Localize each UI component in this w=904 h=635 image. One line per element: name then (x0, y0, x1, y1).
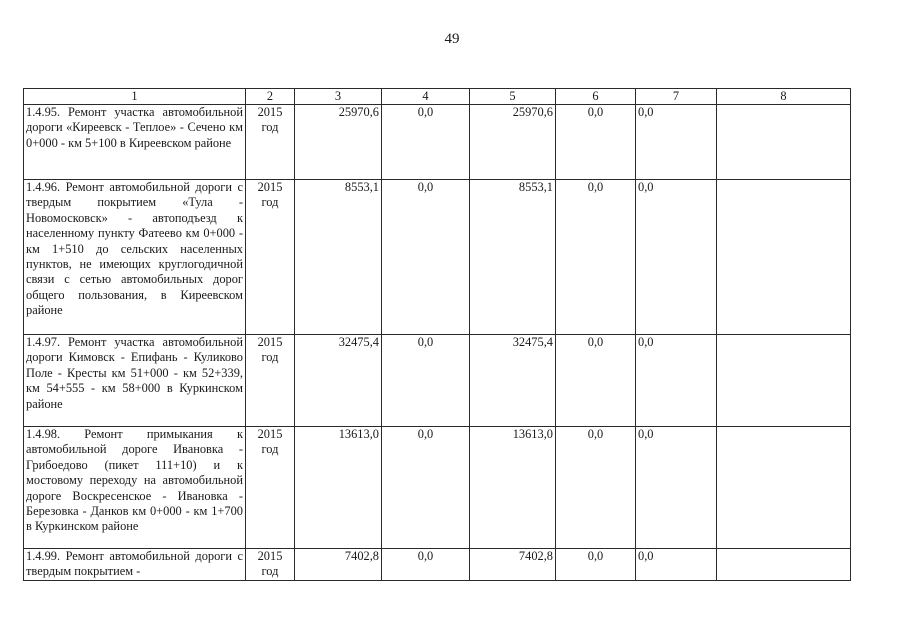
row-value-col3: 32475,4 (295, 335, 382, 427)
row-value-col4: 0,0 (382, 335, 470, 427)
row-value-col7: 0,0 (636, 105, 717, 180)
row-value-col6: 0,0 (556, 105, 636, 180)
row-description: 1.4.95. Ремонт участка автомобильной дороги «Киреевск - Теплое» - Сечено км 0+000 - км 5+100 в Киреевском районе (24, 105, 246, 180)
row-year: 2015 год (246, 549, 295, 581)
column-header: 8 (717, 89, 851, 105)
row-value-col7: 0,0 (636, 549, 717, 581)
row-value-col4: 0,0 (382, 549, 470, 581)
row-description: 1.4.97. Ремонт участка автомобильной дороги Кимовск - Епифань - Куликово Поле - Кресты км 51+000 - км 52+339, км 54+555 - км 58+000 в Куркинском районе (24, 335, 246, 427)
row-value-col7: 0,0 (636, 180, 717, 335)
row-value-col8 (717, 335, 851, 427)
row-value-col3: 8553,1 (295, 180, 382, 335)
row-value-col5: 25970,6 (470, 105, 556, 180)
row-value-col6: 0,0 (556, 549, 636, 581)
row-year: 2015 год (246, 335, 295, 427)
row-value-col5: 7402,8 (470, 549, 556, 581)
row-year: 2015 год (246, 180, 295, 335)
row-description: 1.4.98. Ремонт примыкания к автомобильной дороге Ивановка - Грибоедово (пикет 111+10) и к мостовому переходу на автомобильной дороге Воскресенское - Ивановка - Березовка - Данков км 0+000 - км 1+700 в Куркинском районе (24, 427, 246, 549)
table-row (24, 427, 851, 549)
row-value-col3: 7402,8 (295, 549, 382, 581)
row-value-col8 (717, 427, 851, 549)
row-description: 1.4.96. Ремонт автомобильной дороги с твердым покрытием «Тула - Новомосковск» - автоподъезд к населенному пункту Фатеево км 0+000 - км 1+510 до сельских населенных пунктов, не имеющих круглогодичной связи с сетью автомобильных дорог общего пользования, в Киреевском районе (24, 180, 246, 335)
column-header: 3 (295, 89, 382, 105)
table-header-row (24, 89, 851, 105)
column-header: 7 (636, 89, 717, 105)
table-row (24, 105, 851, 180)
row-value-col3: 25970,6 (295, 105, 382, 180)
row-value-col6: 0,0 (556, 180, 636, 335)
table-row (24, 335, 851, 427)
column-header: 2 (246, 89, 295, 105)
row-value-col3: 13613,0 (295, 427, 382, 549)
table-row (24, 180, 851, 335)
column-header: 1 (24, 89, 246, 105)
page-number: 49 (444, 31, 460, 47)
row-value-col7: 0,0 (636, 335, 717, 427)
row-value-col4: 0,0 (382, 180, 470, 335)
table-row (24, 549, 851, 581)
row-value-col8 (717, 180, 851, 335)
row-value-col7: 0,0 (636, 427, 717, 549)
row-value-col5: 13613,0 (470, 427, 556, 549)
row-year: 2015 год (246, 427, 295, 549)
row-value-col5: 32475,4 (470, 335, 556, 427)
row-description: 1.4.99. Ремонт автомобильной дороги с твердым покрытием - (24, 549, 246, 581)
column-header: 4 (382, 89, 470, 105)
column-header: 6 (556, 89, 636, 105)
row-value-col5: 8553,1 (470, 180, 556, 335)
column-header: 5 (470, 89, 556, 105)
row-value-col8 (717, 549, 851, 581)
row-value-col8 (717, 105, 851, 180)
row-value-col4: 0,0 (382, 427, 470, 549)
row-value-col6: 0,0 (556, 335, 636, 427)
budget-table (23, 88, 851, 581)
row-year: 2015 год (246, 105, 295, 180)
row-value-col4: 0,0 (382, 105, 470, 180)
row-value-col6: 0,0 (556, 427, 636, 549)
